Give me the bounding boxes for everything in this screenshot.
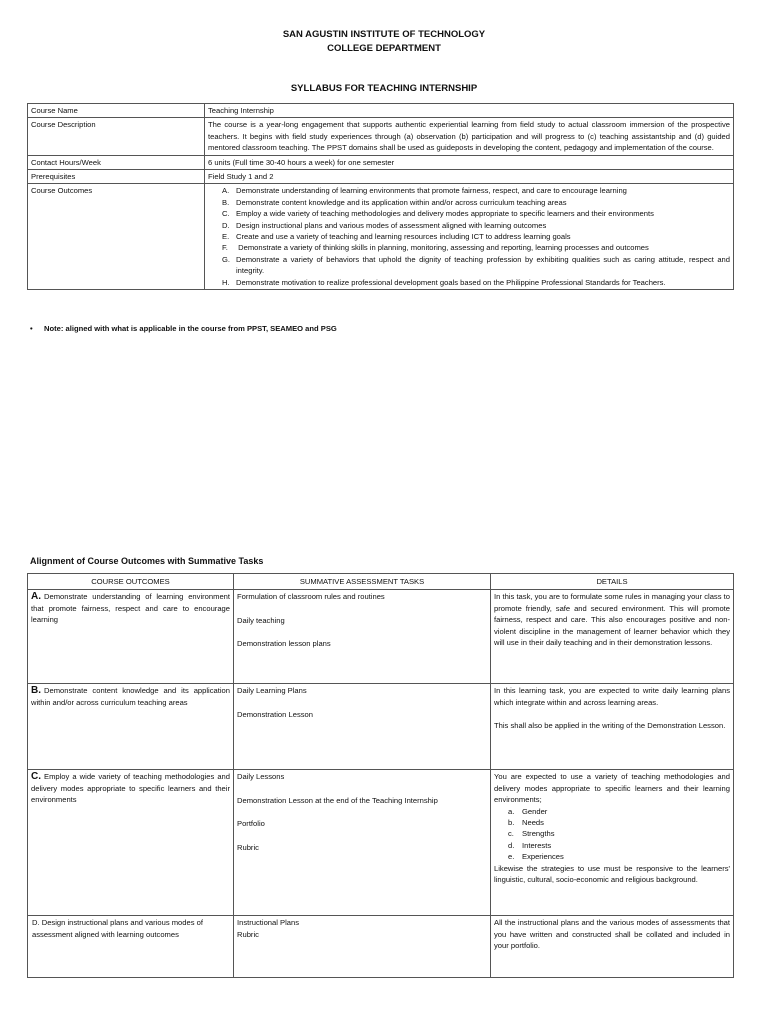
list-item: [222, 208, 730, 219]
tasks-cell: [234, 590, 491, 684]
outcome-cell: [28, 684, 234, 770]
course-name-label: Course Name: [28, 104, 205, 118]
course-info-table: [27, 103, 734, 290]
course-description-value: The course is a year-long engagement that supports authentic experiential learning from field study to actual classroom immersion of the prospective teachers. It begins with field study experiences through (a) observation (b) participation and will progress to (c) teaching assistantship and (d) guided mentored classroom teaching. The PPST domains shall be used as guideposts in developing the content, pedagogy and implementation of the course.: [205, 118, 734, 155]
alignment-note: [30, 324, 337, 333]
outcome-letter: A.: [31, 591, 41, 603]
outcome-text: Demonstrate content knowledge and its application within and/or across curriculum teaching areas: [236, 197, 567, 207]
table-row: [28, 684, 734, 770]
department-name: COLLEGE DEPARTMENT: [327, 43, 441, 54]
list-item: [222, 185, 730, 196]
details-paragraph: In this learning task, you are expected to write daily learning plans which integrate within and across learning areas.: [494, 686, 730, 707]
task-item: Instructional Plans: [237, 918, 300, 928]
list-text: Needs: [522, 818, 544, 828]
outcome-text: Demonstrate content knowledge and its application within and/or across curriculum teaching areas: [31, 686, 230, 707]
details-paragraph: You are expected to use a variety of teaching methodologies and delivery modes appropriate to specific learners and their learning environments;: [494, 772, 730, 805]
contact-hours-value: 6 units (Full time 30-40 hours a week) for one semester: [205, 155, 734, 169]
outcome-cell: [28, 916, 234, 978]
list-text: Experiences: [522, 852, 564, 862]
list-item: [508, 806, 730, 817]
outcome-letter: H.: [222, 277, 230, 287]
outcome-text: Create and use a variety of teaching and learning resources including ICT to address learning goals: [236, 232, 571, 242]
details-paragraph: All the instructional plans and the various modes of assessments that you have written and constructed shall be collated and included in your portfolio.: [494, 918, 730, 951]
task-item: Daily Lessons: [237, 772, 285, 782]
details-cell: [491, 590, 734, 684]
course-outcomes-list: [208, 185, 730, 288]
list-item: [508, 840, 730, 851]
task-item: Daily teaching: [237, 615, 285, 625]
outcome-text: Employ a wide variety of teaching methodologies and delivery modes appropriate to specific learners and their environments: [31, 772, 230, 805]
task-item: Rubric: [237, 929, 259, 939]
outcome-text: Design instructional plans and various modes of assessment aligned with learning outcomes: [32, 918, 203, 939]
list-marker: a.: [508, 806, 515, 816]
outcome-text: Demonstrate a variety of thinking skills in planning, monitoring, assessing and reporting, learning processes and outcomes: [236, 243, 649, 253]
outcome-text: Demonstrate motivation to realize professional development goals based on the Philippine Professional Standards for Teachers.: [236, 277, 666, 287]
outcome-cell: [28, 590, 234, 684]
list-item: [222, 277, 730, 288]
outcome-cell: [28, 770, 234, 916]
tasks-cell: [234, 684, 491, 770]
list-item: [222, 254, 730, 277]
list-text: Strengths: [522, 829, 555, 839]
outcome-letter: B.: [31, 685, 41, 697]
list-item: [222, 242, 730, 253]
list-item: [508, 817, 730, 828]
details-paragraph: This shall also be applied in the writing of the Demonstration Lesson.: [494, 721, 726, 731]
list-item: [508, 851, 730, 862]
outcome-text: Employ a wide variety of teaching methodologies and delivery modes appropriate to specific learners and their environments: [236, 209, 654, 219]
list-item: [222, 197, 730, 208]
list-marker: c.: [508, 829, 514, 839]
list-item: [508, 828, 730, 839]
prerequisites-label: Prerequisites: [28, 170, 205, 184]
table-row: [28, 770, 734, 916]
details-paragraph: Likewise the strategies to use must be responsive to the learners' linguistic, cultural, socio-economic and religious background.: [494, 863, 730, 885]
tasks-cell: [234, 916, 491, 978]
task-item: Portfolio: [237, 819, 265, 829]
list-marker: e.: [508, 852, 515, 862]
outcome-letter: C.: [222, 209, 230, 219]
details-cell: [491, 916, 734, 978]
table-row: [28, 104, 734, 118]
outcome-letter: G.: [222, 254, 231, 264]
table-row: [28, 916, 734, 978]
outcome-letter: B.: [222, 197, 230, 207]
outcome-letter: C.: [31, 771, 41, 783]
outcome-text: Demonstrate a variety of behaviors that uphold the dignity of teaching profession by exhibiting qualities such as caring attitude, respect and integrity.: [236, 254, 730, 276]
course-name-value: Teaching Internship: [205, 104, 734, 118]
task-item: Formulation of classroom rules and routines: [237, 592, 385, 602]
outcome-letter: F.: [222, 243, 228, 253]
table-row: [28, 184, 734, 290]
details-cell: [491, 770, 734, 916]
task-item: Rubric: [237, 842, 259, 852]
syllabus-title: SYLLABUS FOR TEACHING INTERNSHIP: [290, 83, 478, 94]
column-header-course-outcomes: COURSE OUTCOMES: [28, 574, 234, 590]
outcome-text: Demonstrate understanding of learning environment that promote fairness, respect and care to encourage learning: [31, 592, 230, 625]
bullet-icon: •: [30, 324, 33, 333]
column-header-details: DETAILS: [491, 574, 734, 590]
learner-factors-list: [494, 806, 730, 863]
outcome-letter: D.: [222, 220, 230, 230]
alignment-table: [27, 573, 734, 978]
table-row: [28, 155, 734, 169]
table-header-row: [28, 574, 734, 590]
list-item: [222, 231, 730, 242]
details-cell: [491, 684, 734, 770]
outcome-letter: A.: [222, 186, 230, 196]
prerequisites-value: Field Study 1 and 2: [205, 170, 734, 184]
outcome-letter: D.: [32, 918, 40, 928]
task-item: Demonstration lesson plans: [237, 639, 331, 649]
table-row: [28, 118, 734, 155]
column-header-summative-tasks: SUMMATIVE ASSESSMENT TASKS: [234, 574, 491, 590]
task-item: Demonstration Lesson: [237, 709, 313, 719]
outcome-text: Design instructional plans and various modes of assessment aligned with learning outcomes: [236, 220, 547, 230]
table-row: [28, 590, 734, 684]
note-text: Note: aligned with what is applicable in the course from PPST, SEAMEO and PSG: [44, 324, 337, 333]
details-paragraph: In this task, you are to formulate some rules in managing your class to promote friendly, safe and secured environment. This will promote fairness, respect and care. This also encourages positive and non-violent discipline in the management of learner behavior which they will use in their daily teaching and in their demonstration lessons.: [494, 592, 730, 648]
table-row: [28, 170, 734, 184]
course-outcomes-label: Course Outcomes: [28, 184, 205, 290]
list-text: Interests: [522, 840, 552, 850]
list-marker: d.: [508, 840, 515, 850]
list-item: [222, 220, 730, 231]
tasks-cell: [234, 770, 491, 916]
alignment-section-title: Alignment of Course Outcomes with Summative Tasks: [30, 556, 264, 566]
institution-name: SAN AGUSTIN INSTITUTE OF TECHNOLOGY: [282, 29, 486, 40]
list-marker: b.: [508, 818, 515, 828]
task-item: Demonstration Lesson at the end of the Teaching Internship: [237, 795, 438, 805]
contact-hours-label: Contact Hours/Week: [28, 155, 205, 169]
outcome-letter: E.: [222, 232, 230, 242]
course-description-label: Course Description: [28, 118, 205, 155]
outcome-text: Demonstrate understanding of learning environments that promote fairness, respect, and care to encourage learning: [236, 186, 627, 196]
course-outcomes-cell: [205, 184, 734, 290]
task-item: Daily Learning Plans: [237, 686, 307, 696]
list-text: Gender: [522, 806, 548, 816]
